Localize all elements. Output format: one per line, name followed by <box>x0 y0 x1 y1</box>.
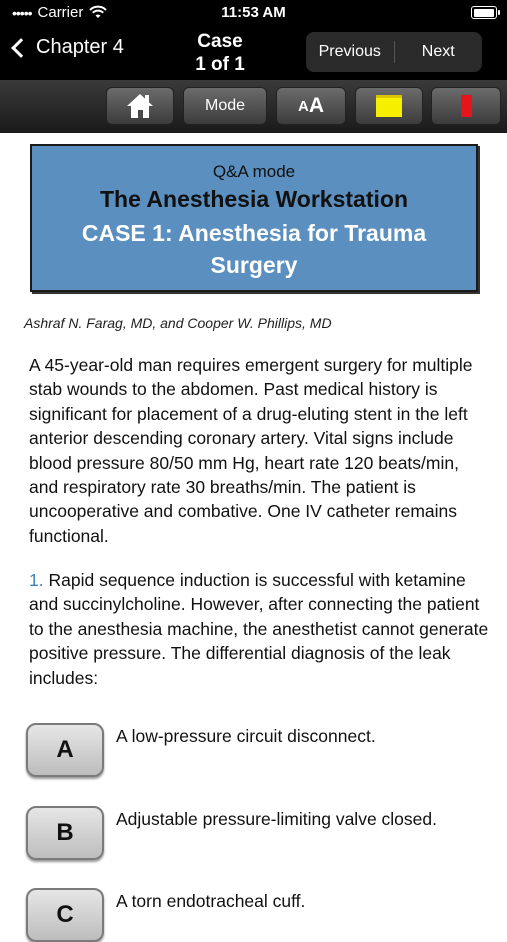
signal-icon: ••••• <box>12 4 32 21</box>
answer-c-text: A torn endotracheal cuff. <box>116 891 306 911</box>
note-icon <box>376 95 402 117</box>
navigation-bar <box>0 26 507 80</box>
previous-button[interactable]: Previous <box>318 43 381 60</box>
nav-title-line2: 1 of 1 <box>195 54 245 75</box>
font-big-label: A <box>308 94 324 117</box>
carrier-label: Carrier <box>37 4 84 21</box>
bookmark-icon <box>461 95 472 117</box>
question <box>29 568 489 690</box>
answer-b-text: Adjustable pressure-limiting valve closed. <box>116 809 437 829</box>
battery-level <box>474 9 494 17</box>
mode-label: Q&A mode <box>212 162 296 181</box>
font-size-button[interactable] <box>276 87 346 125</box>
back-label: Chapter 4 <box>36 36 124 58</box>
chevron-left-icon <box>11 38 31 58</box>
status-time: 11:53 AM <box>221 4 286 21</box>
answer-option <box>26 806 476 860</box>
answer-option <box>26 888 476 942</box>
next-button[interactable]: Next <box>421 43 455 60</box>
answer-a-text: A low-pressure circuit disconnect. <box>116 726 376 746</box>
chapter-title: The Anesthesia Workstation <box>99 186 408 212</box>
case-description: A 45-year-old man requires emergent surgery for multiple stab wounds to the abdomen. Past medical history is significant for placement of a drug-eluting stent in the left anterior descending coronary artery. Vital signs include blood pressure 80/50 mm Hg, heart rate 120 beats/min, and respiratory rate 30 breaths/min. The patient is uncooperative and combative. One IV catheter remains functional. <box>29 355 473 546</box>
back-button[interactable] <box>14 36 124 59</box>
case-header <box>30 144 478 292</box>
status-bar <box>0 0 507 26</box>
question-number: 1. <box>29 570 44 590</box>
nav-title <box>170 30 270 76</box>
question-text: Rapid sequence induction is successful with ketamine and succinylcholine. However, after connecting the patient to the anesthesia machine, the anesthetist cannot generate positive pressure. The differential diagnosis of the leak includes: <box>29 570 489 688</box>
authors: Ashraf N. Farag, MD, and Cooper W. Phillips, MD <box>24 315 332 331</box>
answer-b-button[interactable]: B <box>26 806 104 860</box>
case-pager <box>306 32 482 72</box>
battery-icon <box>471 6 497 19</box>
mode-button[interactable]: Mode <box>183 87 267 125</box>
answer-c-button[interactable]: C <box>26 888 104 942</box>
home-icon <box>127 94 153 118</box>
home-button[interactable] <box>106 87 174 125</box>
toolbar <box>0 80 507 133</box>
answer-a-button[interactable]: A <box>26 723 104 777</box>
bookmark-button[interactable] <box>431 87 501 125</box>
case-title: CASE 1: Anesthesia for Trauma Surgery <box>81 220 427 278</box>
nav-title-line1: Case <box>197 31 243 52</box>
font-small-label: A <box>297 97 309 115</box>
notes-button[interactable] <box>355 87 423 125</box>
answer-option <box>26 723 476 777</box>
